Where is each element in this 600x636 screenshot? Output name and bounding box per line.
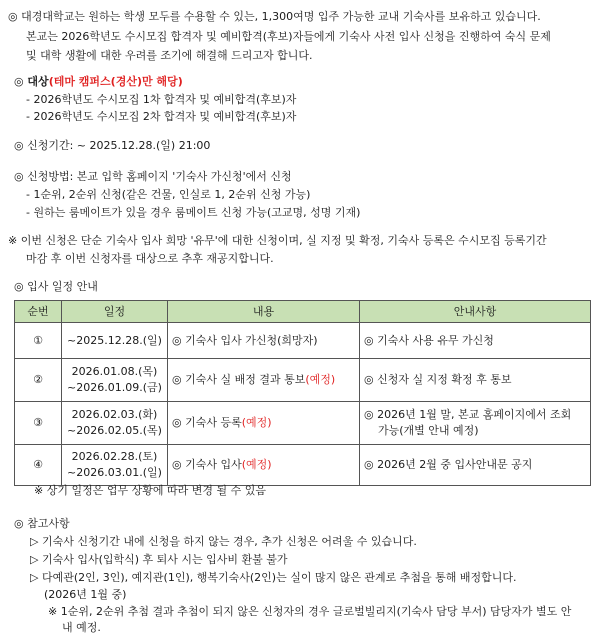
row-date-line-1: 2026.02.03.(화)	[71, 408, 158, 421]
row-number: ③	[15, 402, 62, 445]
row-content-tentative: (예정)	[241, 458, 272, 471]
row-note-line-2: 가능(개별 안내 예정)	[378, 424, 479, 437]
row-note	[360, 402, 591, 445]
header-notes: 안내사항	[360, 301, 591, 323]
reference-last-line-2: 내 예정.	[62, 621, 101, 634]
reference-title: ◎ 참고사항	[14, 517, 70, 530]
header-date: 일정	[62, 301, 168, 323]
row-content-text: ◎ 기숙사 등록	[172, 416, 242, 429]
row-content	[168, 402, 360, 445]
reference-item-2: ▷ 기숙사 입사(입학식) 후 퇴사 시는 입사비 환불 불가	[30, 553, 288, 566]
schedule-footnote: ※ 상기 일정은 업무 상황에 따라 변경 될 수 있음	[34, 484, 266, 497]
intro-line-3: 및 대학 생활에 대한 우려를 조기에 해결해 드리고자 합니다.	[26, 49, 313, 62]
reference-last-line-1: ※ 1순위, 2순위 추첨 결과 추첨이 되지 않은 신청자의 경우 글로벌빌리지(기숙사 담당 부서) 담당자가 별도 안	[48, 605, 572, 618]
target-item-1: - 2026학년도 수시모집 1차 합격자 및 예비합격(후보)자	[26, 93, 297, 106]
notice-line-1: ※ 이번 신청은 단순 기숙사 입사 희망 '유무'에 대한 신청이며, 실 지정 및 확정, 기숙사 등록은 수시모집 등록기간	[8, 234, 547, 247]
row-content-text: ◎ 기숙사 입사 가신청(희망자)	[172, 333, 318, 347]
row-content	[168, 445, 360, 486]
table-row	[15, 445, 591, 486]
header-number: 순번	[15, 301, 62, 323]
table-row	[15, 359, 591, 402]
target-item-2: - 2026학년도 수시모집 2차 합격자 및 예비합격(후보)자	[26, 110, 297, 123]
row-note-line-1: ◎ 2026년 1월 말, 본교 홈페이지에서 조회	[364, 408, 572, 421]
row-content-tentative: (예정)	[305, 373, 336, 386]
schedule-title: ◎ 입사 일정 안내	[14, 280, 98, 293]
schedule-table	[14, 300, 591, 486]
row-number: ②	[15, 359, 62, 402]
row-number: ④	[15, 445, 62, 486]
row-note	[360, 323, 591, 359]
target-heading	[14, 73, 183, 90]
row-content-tentative: (예정)	[241, 416, 272, 429]
reference-date-note: (2026년 1월 중)	[44, 588, 127, 601]
row-date-line-1: ~2025.12.28.(일)	[67, 333, 162, 347]
application-period: ◎ 신청기간: ~ 2025.12.28.(일) 21:00	[14, 139, 211, 152]
schedule-header-row	[15, 301, 591, 323]
notice-line-2: 마감 후 이번 신청자를 대상으로 추후 재공지합니다.	[26, 252, 274, 265]
row-note	[360, 359, 591, 402]
target-highlight: (테마 캠퍼스(경산)만 해당)	[48, 75, 183, 88]
row-note-line-1: ◎ 기숙사 사용 유무 가신청	[364, 333, 494, 347]
reference-item-3: ▷ 다예관(2인, 3인), 예지관(1인), 행복기숙사(2인)는 실이 많지 않은 관계로 추첨을 통해 배정합니다.	[30, 571, 517, 584]
intro-line-1: ◎ 대경대학교는 원하는 학생 모두를 수용할 수 있는, 1,300여명 입주 가능한 교내 기숙사를 보유하고 있습니다.	[8, 10, 541, 23]
method-title: ◎ 신청방법: 본교 입학 홈페이지 '기숙사 가신청'에서 신청	[14, 170, 292, 183]
row-date	[62, 445, 168, 486]
intro-line-2: 본교는 2026학년도 수시모집 합격자 및 예비합격(후보)자들에게 기숙사 사전 입사 신청을 진행하여 숙식 문제	[26, 30, 551, 43]
row-date-line-1: 2026.01.08.(목)	[71, 365, 158, 378]
row-content-text: ◎ 기숙사 실 배정 결과 통보	[172, 373, 306, 386]
header-content: 내용	[168, 301, 360, 323]
table-row	[15, 323, 591, 359]
method-item-2: - 원하는 룸메이트가 있을 경우 룸메이트 신청 가능(고교명, 성명 기재)	[26, 206, 361, 219]
table-row	[15, 402, 591, 445]
target-prefix: ◎ 대상	[14, 75, 49, 88]
row-date	[62, 402, 168, 445]
row-date-line-2: ~2026.01.09.(금)	[67, 381, 162, 394]
row-date-line-1: 2026.02.28.(토)	[71, 450, 158, 463]
row-content-text: ◎ 기숙사 입사	[172, 458, 242, 471]
row-note-line-1: ◎ 2026년 2월 중 입사안내문 공지	[364, 458, 533, 471]
row-date	[62, 323, 168, 359]
row-content	[168, 359, 360, 402]
row-note-line-1: ◎ 신청자 실 지정 확정 후 통보	[364, 373, 512, 386]
row-date-line-2: ~2026.03.01.(일)	[67, 466, 162, 479]
row-content	[168, 323, 360, 359]
row-note	[360, 445, 591, 486]
row-date-line-2: ~2026.02.05.(목)	[67, 424, 162, 437]
method-item-1: - 1순위, 2순위 신청(같은 건물, 인실로 1, 2순위 신청 가능)	[26, 188, 311, 201]
reference-item-1: ▷ 기숙사 신청기간 내에 신청을 하지 않는 경우, 추가 신청은 어려울 수 있습니다.	[30, 535, 417, 548]
row-number: ①	[15, 323, 62, 359]
row-date	[62, 359, 168, 402]
